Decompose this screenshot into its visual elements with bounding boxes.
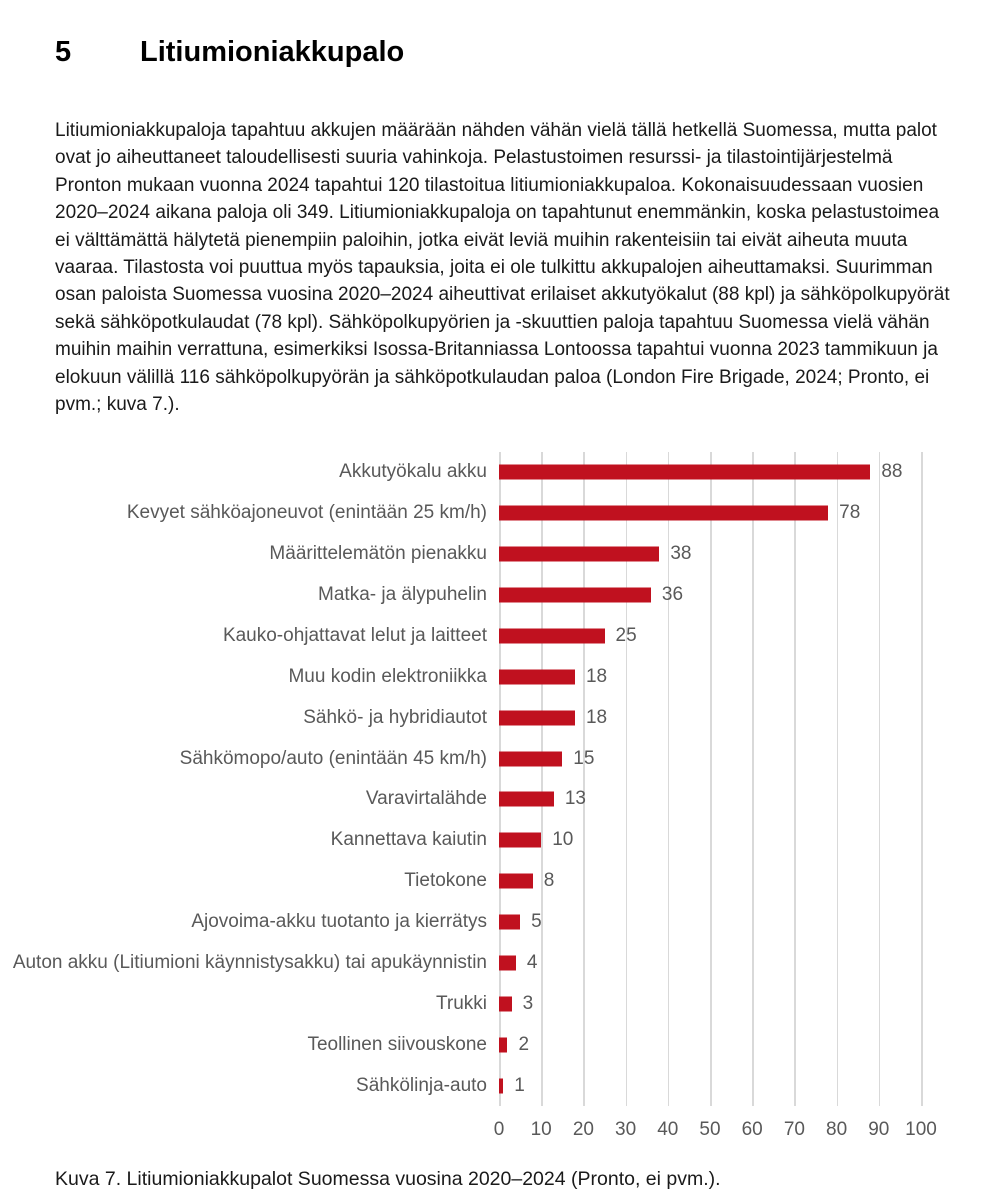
chart-row: [0, 738, 1003, 779]
category-label: Trukki: [435, 992, 487, 1014]
bar: [499, 996, 512, 1011]
value-label: 1: [514, 1074, 525, 1096]
category-label: Sähkö- ja hybridiautot: [303, 706, 487, 728]
section-heading: [55, 36, 404, 69]
bar: [499, 669, 575, 684]
category-label: Määrittelemätön pienakku: [269, 543, 487, 565]
chart-row: [0, 779, 1003, 820]
section-number: 5: [55, 36, 72, 68]
x-axis-tick-label: 20: [572, 1119, 594, 1140]
chart-row: [0, 861, 1003, 902]
chart-row: [0, 616, 1003, 657]
x-axis-tick-label: 80: [826, 1119, 848, 1140]
bar: [499, 915, 520, 930]
x-axis-tick-label: 100: [905, 1119, 937, 1140]
chart-row: [0, 1024, 1003, 1065]
chart-row: [0, 656, 1003, 697]
chart-row: [0, 697, 1003, 738]
bar: [499, 792, 554, 807]
value-label: 5: [531, 911, 542, 933]
category-label: Kannettava kaiutin: [330, 829, 487, 851]
category-label: Matka- ja älypuhelin: [318, 584, 487, 606]
chart-row: [0, 1065, 1003, 1106]
category-label: Auton akku (Litiumioni käynnistysakku) tai apukäynnistin: [12, 951, 487, 973]
category-label: Sähkömopo/auto (enintään 45 km/h): [179, 747, 487, 769]
category-label: Kevyet sähköajoneuvot (enintään 25 km/h): [126, 502, 487, 524]
category-label: Ajovoima-akku tuotanto ja kierrätys: [191, 911, 487, 933]
chart-row: [0, 575, 1003, 616]
bar: [499, 710, 575, 725]
x-axis-tick-label: 10: [530, 1119, 552, 1140]
bar: [499, 1037, 507, 1052]
x-axis-tick-label: 50: [699, 1119, 721, 1140]
chart-row: [0, 493, 1003, 534]
value-label: 18: [585, 706, 608, 728]
value-label: 13: [564, 788, 586, 810]
bar: [499, 833, 541, 848]
value-label: 36: [661, 584, 684, 606]
figure-caption: Kuva 7. Litiumioniakkupalot Suomessa vuosina 2020–2024 (Pronto, ei pvm.).: [55, 1168, 721, 1190]
body-paragraph: Litiumioniakkupaloja tapahtuu akkujen määrään nähden vähän vielä tällä hetkellä Suomessa, mutta palot ovat jo aiheuttaneet taloudellisesti suuria vahinkoja. Pelastustoimen resurssi- ja tilastointijärjestelmä Pronton mukaan vuonna 2024 tapahtui 120 tilastoitua litiumioniakkupaloa. Kokonaisuudessaan vuosien 2020–2024 aikana paloja oli 349. Litiumioniakkupaloja on tapahtunut enemmänkin, koska pelastustoimea ei välttämättä hälytetä pienempiin paloihin, jotka eivät leviä muihin rakenteisiin tai eivät aiheuta muuta vaaraa. Tilastosta voi puuttua myös tapauksia, joita ei ole tulkittu akkupalojen aiheuttamaksi. Suurimman osan paloista Suomessa vuosina 2020–2024 aiheuttivat erilaiset akkutyökalut (88 kpl) ja sähköpolkupyörät sekä sähköpotkulaudat (78 kpl). Sähköpolkupyörien ja -skuuttien paloja tapahtuu Suomessa vielä vähän muihin maihin verrattuna, esimerkiksi Isossa-Britanniassa Lontoossa tapahtui vuonna 2023 tammikuun ja elokuun välillä 116 sähköpolkupyörän ja sähköpotkulaudan paloa (London Fire Brigade, 2024; Pronto, ei pvm.; kuva 7.).: [55, 120, 950, 416]
value-label: 8: [543, 870, 555, 892]
bar: [499, 547, 659, 562]
bar: [499, 955, 516, 970]
bar: [499, 874, 533, 889]
bar: [499, 751, 562, 766]
chart-row: [0, 983, 1003, 1024]
chart-row: [0, 943, 1003, 984]
bar: [499, 465, 870, 480]
category-label: Tietokone: [404, 870, 487, 892]
x-axis-tick-label: 0: [493, 1119, 505, 1140]
category-label: Muu kodin elektroniikka: [288, 665, 487, 687]
value-label: 88: [881, 461, 903, 483]
section-title: Litiumioniakkupalo: [140, 36, 405, 68]
value-label: 2: [518, 1033, 530, 1055]
bar: [499, 588, 651, 603]
x-axis-tick-label: 40: [657, 1119, 679, 1140]
value-label: 3: [522, 992, 534, 1014]
value-label: 15: [573, 747, 595, 769]
category-label: Teollinen siivouskone: [307, 1033, 487, 1055]
value-label: 25: [615, 624, 637, 646]
category-label: Sähkölinja-auto: [356, 1074, 487, 1096]
category-label: Akkutyökalu akku: [339, 461, 487, 483]
bar: [499, 1078, 503, 1093]
value-label: 78: [839, 502, 861, 524]
chart-row: [0, 902, 1003, 943]
x-axis-tick-label: 90: [868, 1119, 890, 1140]
bar: [499, 506, 828, 521]
x-axis-tick-label: 30: [615, 1119, 637, 1140]
bar: [499, 628, 605, 643]
figure-bar-chart: [0, 452, 1003, 1152]
category-label: Varavirtalähde: [365, 788, 487, 810]
value-label: 4: [526, 951, 538, 973]
x-axis-tick-label: 70: [783, 1119, 805, 1140]
chart-row: [0, 534, 1003, 575]
chart-row: [0, 452, 1003, 493]
category-label: Kauko-ohjattavat lelut ja laitteet: [222, 624, 487, 646]
value-label: 38: [670, 543, 692, 565]
chart-row: [0, 820, 1003, 861]
x-axis-tick-label: 60: [741, 1119, 763, 1140]
value-label: 18: [585, 665, 608, 687]
value-label: 10: [552, 829, 574, 851]
